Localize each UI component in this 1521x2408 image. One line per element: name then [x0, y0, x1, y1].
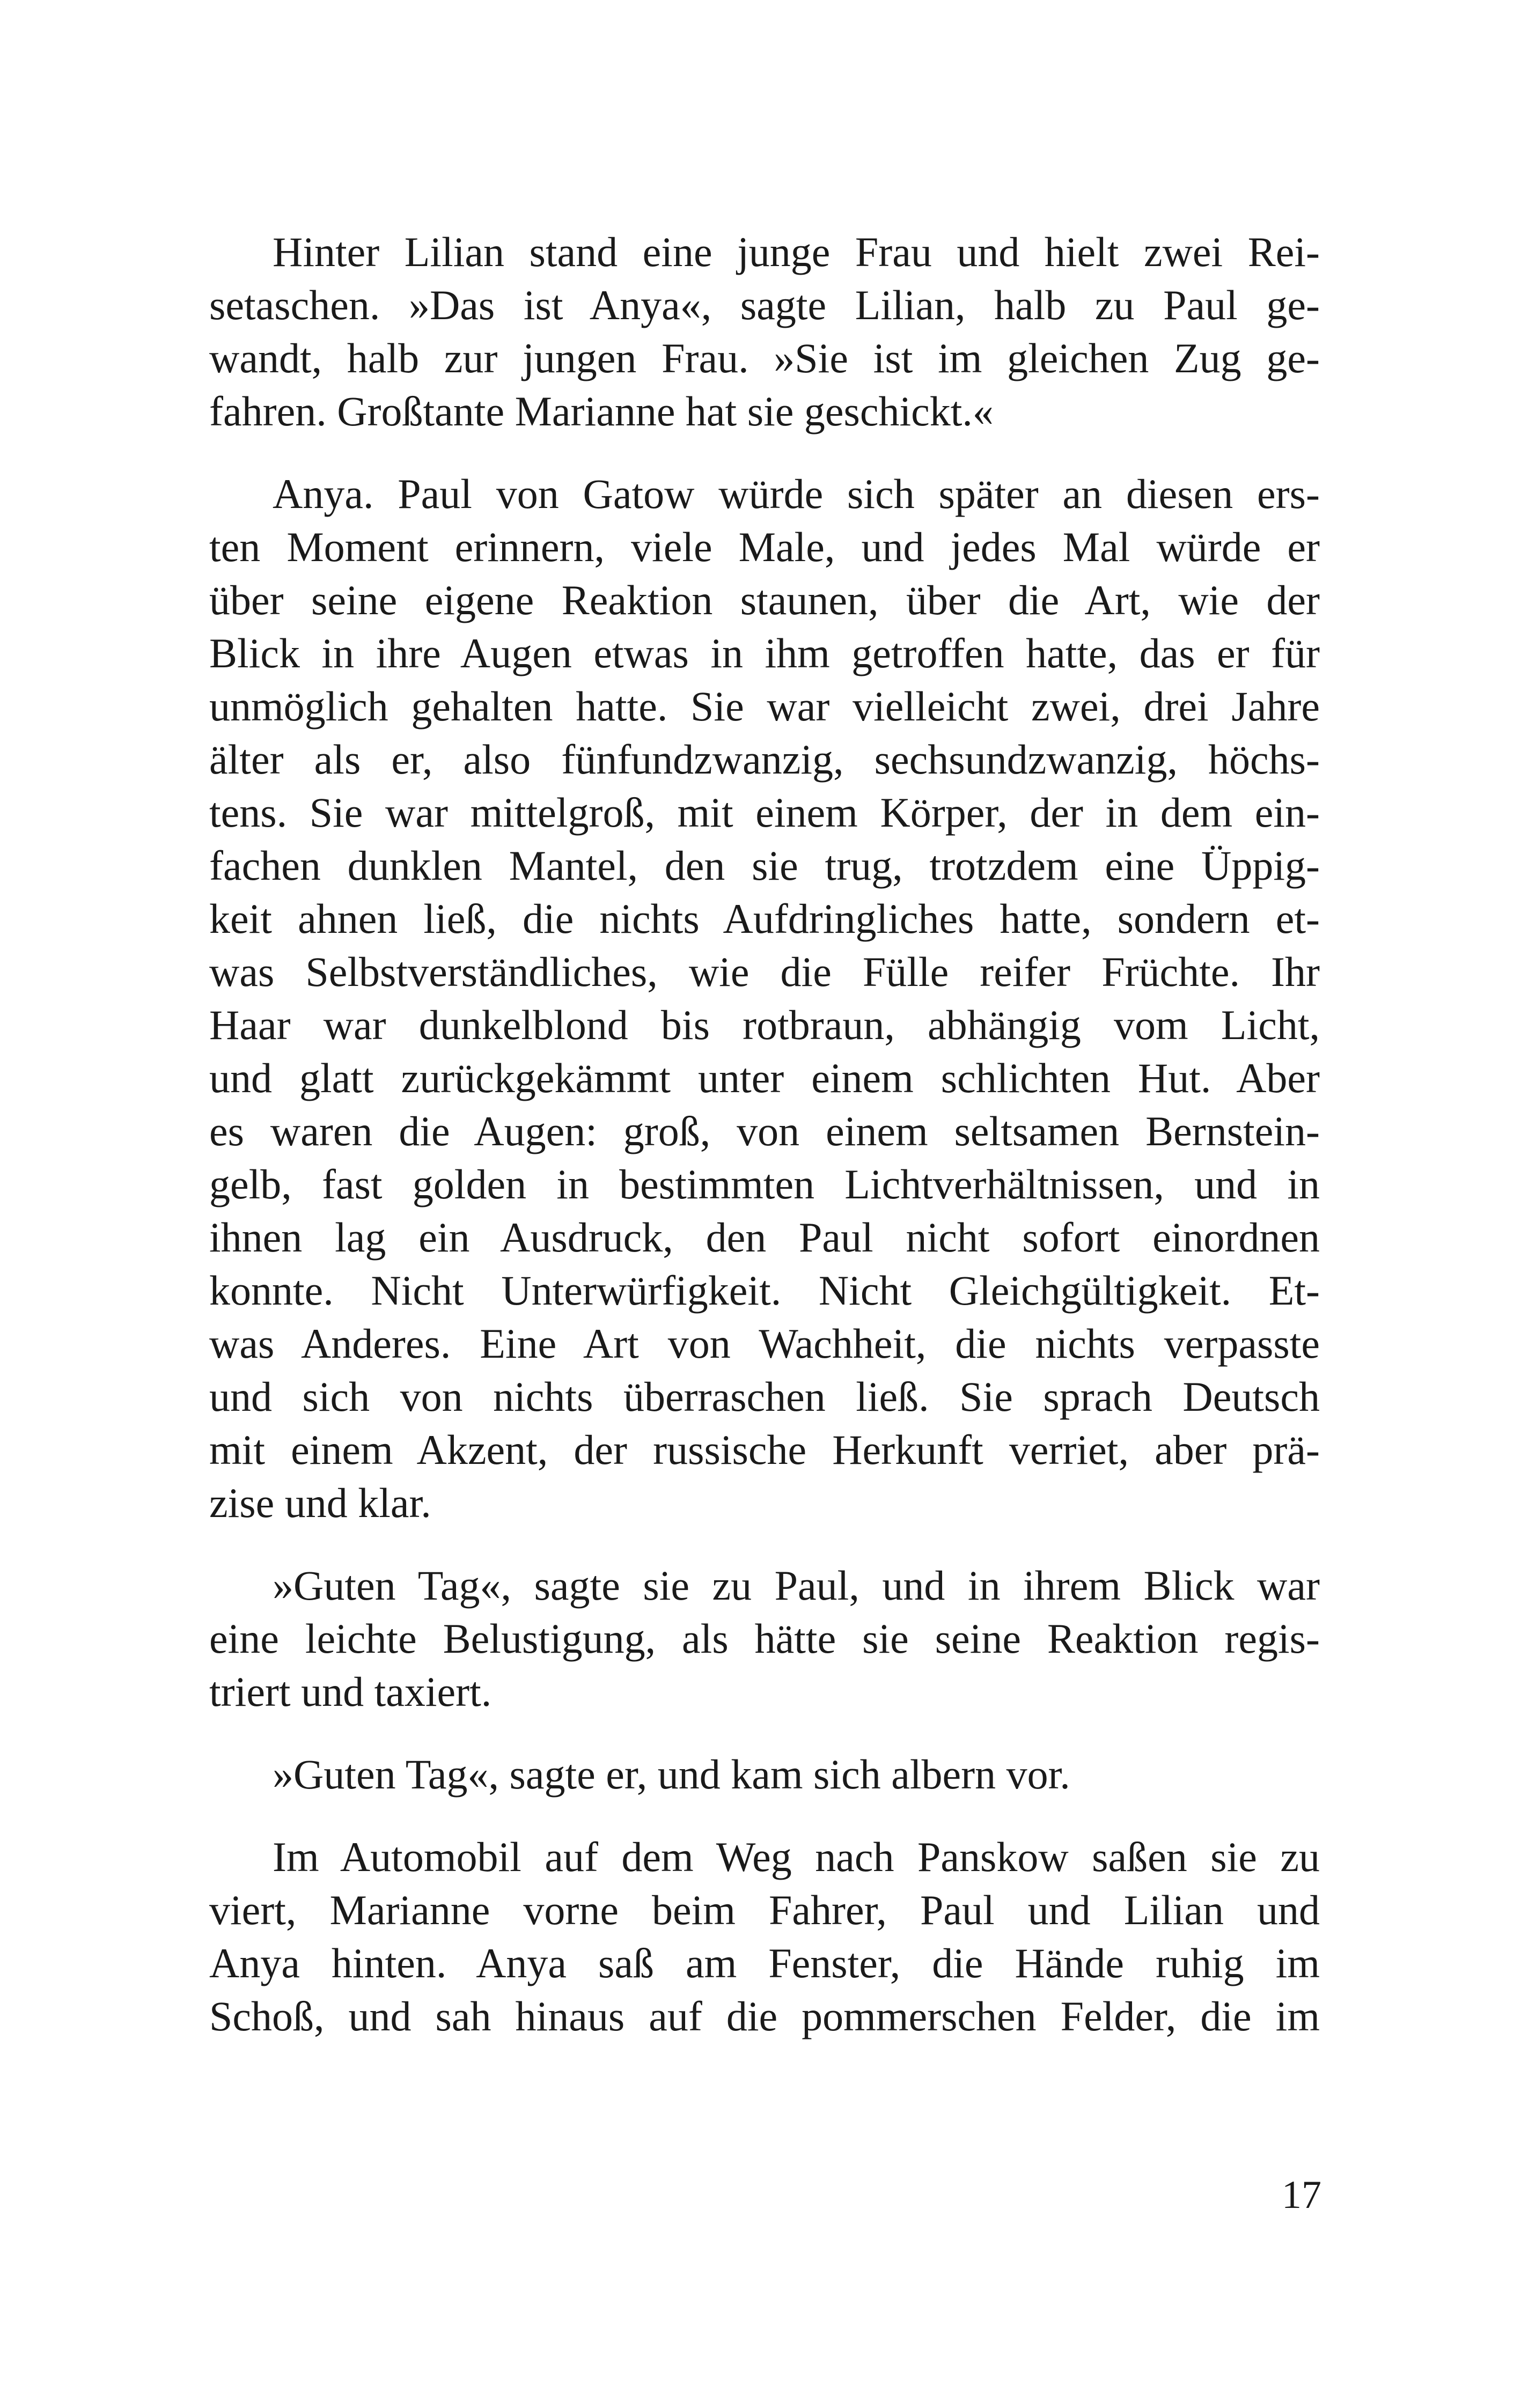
- paragraph-gap: [209, 1529, 1320, 1559]
- paragraph: [209, 1559, 1320, 1718]
- text-line: was Anderes. Eine Art von Wachheit, die nichts verpasste: [209, 1320, 1320, 1367]
- paragraph-gap: [209, 1801, 1320, 1830]
- text-line: über seine eigene Reaktion staunen, über die Art, wie der: [209, 577, 1320, 623]
- text-line: es waren die Augen: groß, von einem seltsamen Bernstein-: [209, 1108, 1320, 1154]
- text-line: und sich von nichts überraschen ließ. Sie sprach Deutsch: [209, 1373, 1320, 1420]
- body-text: [209, 225, 1320, 2043]
- paragraph: [209, 1830, 1320, 2043]
- paragraph-gap: [209, 1718, 1320, 1748]
- text-line: »Guten Tag«, sagte er, und kam sich albern vor.: [273, 1751, 1070, 1798]
- text-line: und glatt zurückgekämmt unter einem schlichten Hut. Aber: [209, 1055, 1320, 1101]
- text-line: tens. Sie war mittelgroß, mit einem Körper, der in dem ein-: [209, 789, 1320, 836]
- text-line: ihnen lag ein Ausdruck, den Paul nicht sofort einordnen: [209, 1214, 1320, 1261]
- text-line: fachen dunklen Mantel, den sie trug, trotzdem eine Üppig-: [209, 842, 1320, 889]
- text-line: setaschen. »Das ist Anya«, sagte Lilian, halb zu Paul ge-: [209, 282, 1320, 328]
- paragraph-gap: [209, 438, 1320, 467]
- page-number: 17: [1282, 2173, 1321, 2217]
- text-line: Blick in ihre Augen etwas in ihm getroffen hatte, das er für: [209, 630, 1320, 676]
- text-line: Haar war dunkelblond bis rotbraun, abhängig vom Licht,: [209, 1002, 1320, 1048]
- text-line: Schoß, und sah hinaus auf die pommerschen Felder, die im: [209, 1993, 1320, 2039]
- text-line: mit einem Akzent, der russische Herkunft verriet, aber prä-: [209, 1426, 1320, 1473]
- text-line: Hinter Lilian stand eine junge Frau und hielt zwei Rei-: [273, 229, 1320, 275]
- text-line: konnte. Nicht Unterwürfigkeit. Nicht Gleichgültigkeit. Et-: [209, 1267, 1320, 1314]
- text-line: zise und klar.: [209, 1479, 431, 1526]
- text-line: Anya. Paul von Gatow würde sich später an diesen ers-: [273, 470, 1320, 517]
- paragraph: [209, 225, 1320, 438]
- text-line: ten Moment erinnern, viele Male, und jedes Mal würde er: [209, 524, 1320, 570]
- text-line: viert, Marianne vorne beim Fahrer, Paul und Lilian und: [209, 1887, 1320, 1933]
- text-line: »Guten Tag«, sagte sie zu Paul, und in ihrem Blick war: [273, 1562, 1320, 1609]
- text-line: fahren. Großtante Marianne hat sie geschickt.«: [209, 388, 994, 435]
- text-line: Im Automobil auf dem Weg nach Panskow saßen sie zu: [273, 1833, 1320, 1880]
- text-line: gelb, fast golden in bestimmten Lichtverhältnissen, und in: [209, 1161, 1320, 1207]
- paragraph: [209, 467, 1320, 1529]
- paragraph: [209, 1748, 1320, 1801]
- text-line: eine leichte Belustigung, als hätte sie seine Reaktion regis-: [209, 1615, 1320, 1662]
- text-line: unmöglich gehalten hatte. Sie war vielleicht zwei, drei Jahre: [209, 683, 1320, 730]
- text-line: Anya hinten. Anya saß am Fenster, die Hände ruhig im: [209, 1940, 1320, 1986]
- text-line: wandt, halb zur jungen Frau. »Sie ist im gleichen Zug ge-: [209, 335, 1320, 381]
- text-line: älter als er, also fünfundzwanzig, sechsundzwanzig, höchs-: [209, 736, 1320, 783]
- text-line: triert und taxiert.: [209, 1668, 492, 1715]
- text-line: was Selbstverständliches, wie die Fülle reifer Früchte. Ihr: [209, 948, 1320, 995]
- text-line: keit ahnen ließ, die nichts Aufdringliches hatte, sondern et-: [209, 895, 1320, 942]
